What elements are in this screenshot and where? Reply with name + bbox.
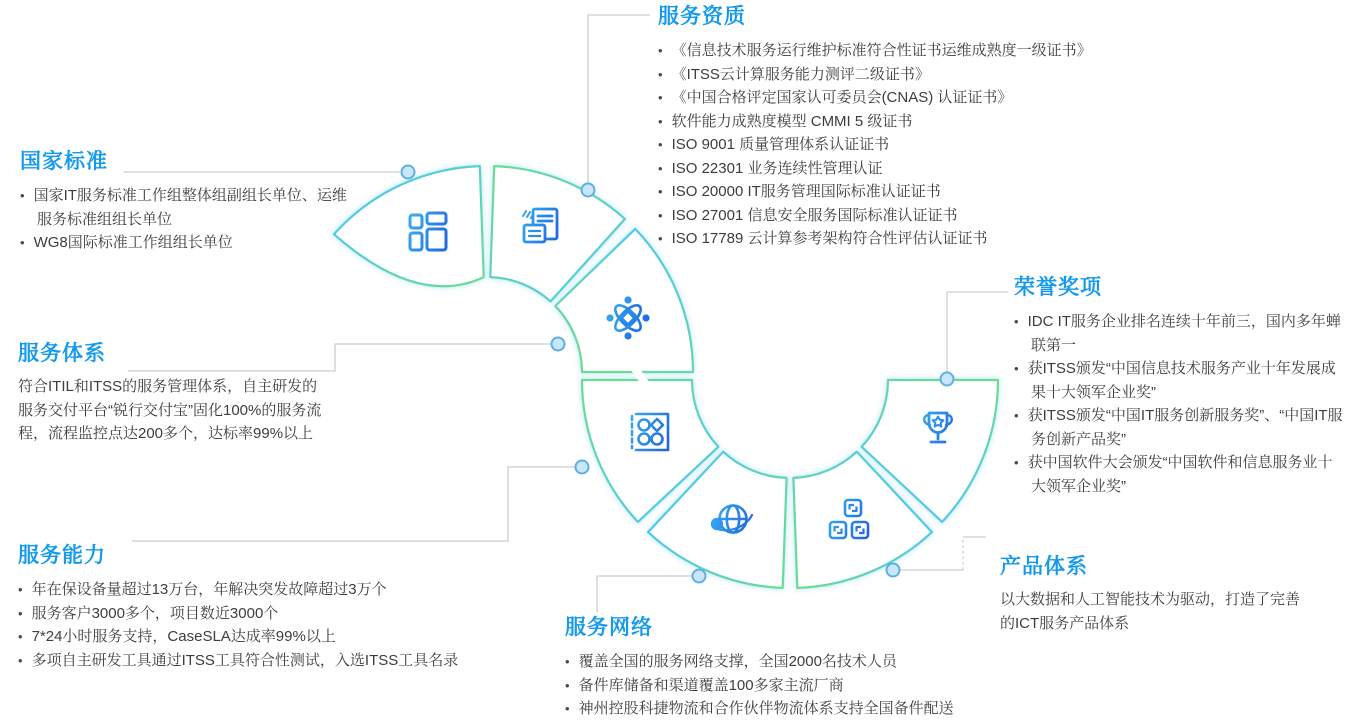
section-title: 产品体系 [1000, 555, 1088, 578]
connector-dot-product-system [887, 564, 900, 577]
list-item: • 备件库储备和渠道覆盖100多家主流厂商 [565, 674, 965, 698]
connector-dot-service-capability [576, 461, 589, 474]
list-item: • ISO 9001 质量管理体系认证证书 [658, 133, 1138, 157]
section-item-list [1014, 310, 1346, 498]
leader-service-capability [132, 467, 575, 541]
list-item: • 软件能力成熟度模型 CMMI 5 级证书 [658, 110, 1138, 134]
list-item: • 神州控股科捷物流和合作伙伴物流体系支持全国备件配送 [565, 697, 965, 721]
section-national-standards [20, 149, 355, 255]
list-item: • 国家IT服务标准工作组整体组副组长单位、运维服务标准组组长单位 [20, 184, 355, 231]
section-item-list [20, 184, 355, 255]
list-item: • 多项自主研发工具通过ITSS工具符合性测试，入选ITSS工具名录 [18, 649, 523, 673]
list-item: • 覆盖全国的服务网络支撑，全国2000名技术人员 [565, 650, 965, 674]
list-item: • WG8国际标准工作组组长单位 [20, 231, 355, 255]
section-service-capability [18, 543, 523, 672]
list-item: • 《信息技术服务运行维护标准符合性证书运维成熟度一级证书》 [658, 39, 1138, 63]
section-title: 服务资质 [658, 5, 746, 28]
section-service-network [565, 615, 965, 721]
section-service-system [18, 341, 330, 446]
list-item: • IDC IT服务企业排名连续十年前三，国内多年蝉联第一 [1014, 310, 1346, 357]
list-item: • 获中国软件大会颁发“中国软件和信息服务业十大领军企业奖” [1014, 451, 1346, 498]
section-paragraph: 以大数据和人工智能技术为驱动，打造了完善的ICT服务产品体系 [1000, 591, 1301, 632]
list-item: • 《中国合格评定国家认可委员会(CNAS) 认证证书》 [658, 86, 1138, 110]
connector-dot-service-qualifications [582, 184, 595, 197]
section-product-system [1000, 554, 1300, 635]
section-title: 服务网络 [565, 616, 653, 639]
list-item: • 7*24小时服务支持，CaseSLA达成率99%以上 [18, 625, 523, 649]
list-item: • 获ITSS颁发“中国IT服务创新服务奖”、“中国IT服务创新产品奖” [1014, 404, 1346, 451]
list-item: • 年在保设备量超过13万台，年解决突发故障超过3万个 [18, 578, 523, 602]
section-title: 服务体系 [18, 342, 106, 365]
section-honors-awards [1014, 275, 1346, 498]
section-title: 服务能力 [18, 544, 106, 567]
list-item: • 《ITSS云计算服务能力测评二级证书》 [658, 63, 1138, 87]
section-service-qualifications [658, 4, 1138, 251]
connector-dot-honors-awards [941, 373, 954, 386]
list-item: • ISO 17789 云计算参考架构符合性评估认证证书 [658, 227, 1138, 251]
list-item: • ISO 27001 信息安全服务国际标准认证证书 [658, 204, 1138, 228]
list-item: • 获ITSS颁发“中国信息技术服务产业十年发展成果十大领军企业奖” [1014, 357, 1346, 404]
section-paragraph: 符合ITIL和ITSS的服务管理体系，自主研发的服务交付平台“锐行交付宝”固化100%的服务流程，流程监控点达200多个，达标率99%以上 [18, 378, 322, 442]
section-item-list [18, 578, 523, 672]
leader-service-qualifications [588, 15, 650, 184]
leader-honors-awards [947, 292, 1008, 372]
section-item-list [658, 39, 1138, 251]
list-item: • 服务客户3000多个，项目数近3000个 [18, 602, 523, 626]
connector-dot-service-system [552, 338, 565, 351]
connector-dot-national-standards [402, 166, 415, 179]
connector-dot-service-network [693, 570, 706, 583]
list-item: • ISO 22301 业务连续性管理认证 [658, 157, 1138, 181]
section-title: 荣誉奖项 [1014, 276, 1102, 299]
list-item: • ISO 20000 IT服务管理国际标准认证证书 [658, 180, 1138, 204]
leader-service-network [597, 576, 692, 612]
section-item-list [565, 650, 965, 721]
section-title: 国家标准 [20, 150, 108, 173]
